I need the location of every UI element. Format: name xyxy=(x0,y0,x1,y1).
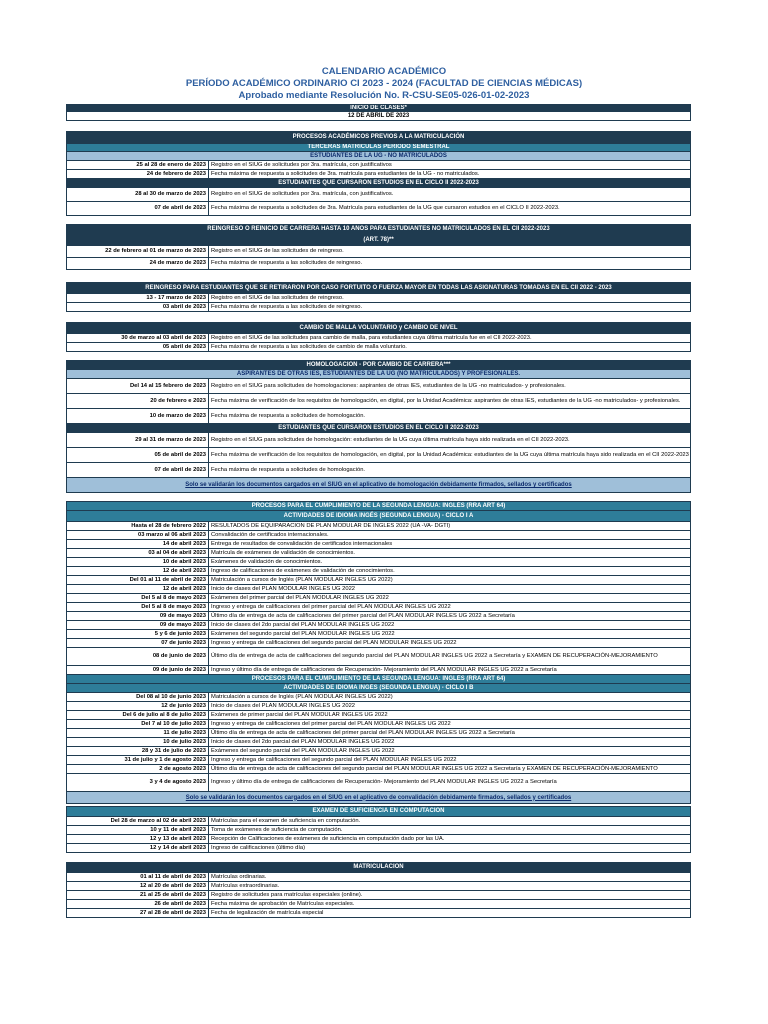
row-date: 12 y 14 de abril 2023 xyxy=(67,844,209,852)
row-activity: Fecha máxima de respuesta a las solicitudes de reingreso. xyxy=(211,303,363,310)
section-gap xyxy=(66,493,691,501)
row-date: 2 de agosto 2023 xyxy=(67,765,209,773)
table-row xyxy=(66,202,691,216)
section-header-text: PROCESOS PARA EL CUMPLIMIENTO DE LA SEGUNDA LENGUA: INGLÉS (RRA ART 64) xyxy=(251,502,506,509)
table-row xyxy=(66,567,691,576)
table-row xyxy=(66,747,691,756)
row-date: 12 y 13 de abril 2023 xyxy=(67,835,209,843)
row-date: 28 y 31 de julio de 2023 xyxy=(67,747,209,755)
table-row xyxy=(66,585,691,594)
row-activity: Exámenes del segundo parcial del PLAN MODULAR INGLES UG 2022 xyxy=(211,630,395,637)
table-row xyxy=(66,765,691,774)
row-date: 03 abril de 2023 xyxy=(67,303,209,311)
document-subtitle: PERÍODO ACADÉMICO ORDINARIO CI 2023 - 2024 (FACULTAD DE CIENCIAS MÉDICAS) xyxy=(185,78,583,89)
row-activity: Ingreso y entrega de calificaciones del segundo parcial del PLAN MODULAR INGLES UG 2022 xyxy=(211,756,457,763)
row-activity: Matriculación a cursos de Inglés (PLAN MODULAR INGLES UG 2022) xyxy=(211,693,393,700)
section-header xyxy=(66,144,691,152)
inicio-date xyxy=(66,112,691,121)
table-row xyxy=(66,394,691,409)
table-row xyxy=(66,409,691,424)
table-row xyxy=(66,835,691,844)
row-activity: Último día de entrega de acta de calificaciones del segundo parcial del PLAN MODULAR INGLES UG 2022 a Secretaría y EXAMEN DE RECUPERACIÓN-MEJORAMIENTO xyxy=(211,765,658,772)
row-date: 11 de julio 2023 xyxy=(67,729,209,737)
row-date: 10 de abril 2023 xyxy=(67,558,209,566)
row-date: 10 de julio 2023 xyxy=(67,738,209,746)
table-row xyxy=(66,540,691,549)
section-header xyxy=(66,370,691,379)
row-date: Del 5 al 8 de mayo 2023 xyxy=(67,603,209,611)
section-header-text: INICIO DE CLASES* xyxy=(350,104,407,111)
row-date: 12 de abril 2023 xyxy=(67,585,209,593)
row-activity: Exámenes de primer parcial del PLAN MODULAR INGLES UG 2022 xyxy=(211,711,388,718)
row-activity: Inicio de clases del PLAN MODULAR INGLES UG 2022 xyxy=(211,585,356,592)
row-date: 12 de abril 2023 xyxy=(67,567,209,575)
row-date: Del 28 de marzo al 02 de abril 2023 xyxy=(67,817,209,825)
table-row xyxy=(66,844,691,853)
table-row xyxy=(66,648,691,666)
row-activity: Ingreso y entrega de calificaciones del primer parcial del PLAN MODULAR INGLES UG 2022 xyxy=(211,720,451,727)
table-row xyxy=(66,891,691,900)
table-row xyxy=(66,334,691,343)
section-title-matriculacion xyxy=(66,862,691,873)
row-activity: Fecha máxima de respuesta a solicitudes de homologación. xyxy=(211,412,366,419)
section-header-text: ACTIVIDADES DE IDIOMA INGÉS (SEGUNDA LENGUA) - CICLO I B xyxy=(283,684,474,691)
row-activity: Registro en el SIUG de las solicitudes de reingreso. xyxy=(211,248,344,255)
table-row xyxy=(66,246,691,258)
section-header-text: PROCESOS ACADÉMICOS PREVIOS A LA MATRICULACIÓN xyxy=(292,134,465,140)
table-row xyxy=(66,448,691,463)
section-gap xyxy=(66,352,691,360)
section-header-text: ESTUDIANTES QUE CURSARON ESTUDIOS EN EL CICLO II 2022-2023 xyxy=(278,179,479,186)
row-activity: Fecha máxima de verificación de los requisitos de homologación, en digital, por la Unidad Académica: estudiantes de la UG cuya última matrícula haya sido realizada en el CII 2022-2023 xyxy=(211,451,689,458)
table-row xyxy=(66,900,691,909)
row-activity: Registro de solicitudes para matrículas especiales (online). xyxy=(211,891,363,898)
document-title: CALENDARIO ACADÉMICO xyxy=(321,66,447,77)
row-date: 14 de abril 2023 xyxy=(67,540,209,548)
row-activity: Fecha de legalización de matrícula especial xyxy=(211,909,324,916)
row-date: 10 y 11 de abril 2023 xyxy=(67,826,209,834)
row-date: 07 de junio 2023 xyxy=(67,639,209,647)
section-title-ingles xyxy=(66,501,691,511)
row-activity: Registro en el SIUG de las solicitudes para cambio de malla, para estudiantes cuya última matrícula fue en el CII 2022-2023. xyxy=(211,334,532,341)
validation-note xyxy=(66,792,691,804)
section-header-text: 12 DE ABRIL DE 2023 xyxy=(347,112,410,119)
section-gap xyxy=(66,312,691,322)
row-activity: Ingreso y último día de entrega de calificaciones de Recuperación- Mejoramiento del PLAN MODULAR INGLES UG 2022 a Secretaría xyxy=(211,666,557,673)
row-date: Del 01 al 11 de abril de 2023 xyxy=(67,576,209,584)
table-row xyxy=(66,303,691,312)
row-activity: Entrega de resultados de convalidación de certificados internacionales xyxy=(211,540,393,547)
row-activity: Registro en el SIUG para solicitudes de homologaciones: aspirantes de otras IES, estudiantes de la UG -no matriculados- y profesionales. xyxy=(211,382,566,389)
row-date: 5 y 6 de junio 2023 xyxy=(67,630,209,638)
row-activity: Ingreso y entrega de calificaciones del primer parcial del PLAN MODULAR INGLES UG 2022 xyxy=(211,603,451,610)
table-row xyxy=(66,882,691,891)
section-header-text: ACTIVIDADES DE IDIOMA INGÉS (SEGUNDA LENGUA) - CICLO I A xyxy=(283,512,474,519)
table-row xyxy=(66,549,691,558)
section-header xyxy=(66,511,691,522)
row-date: 10 de marzo de 2023 xyxy=(67,409,209,423)
row-date: Del 6 de julio al 8 de julio 2023 xyxy=(67,711,209,719)
section-header xyxy=(66,424,691,433)
table-row xyxy=(66,531,691,540)
row-activity: Fecha máxima de respuesta a las solicitudes de reingreso. xyxy=(211,260,363,267)
table-row xyxy=(66,817,691,826)
row-date: 01 al 11 de abril de 2023 xyxy=(67,873,209,881)
row-date: 31 de julio y 1 de agosto 2023 xyxy=(67,756,209,764)
section-gap xyxy=(66,121,691,131)
section-header-text: REINGRESO O REINICIO DE CARRERA HASTA 10 AÑOS PARA ESTUDIANTES NO MATRICULADOS EN EL CII 2022-2023 xyxy=(207,226,550,232)
row-activity: Ingreso de calificaciones (último día) xyxy=(211,844,306,851)
row-activity: Fecha máxima de respuesta a solicitudes de homologación. xyxy=(211,466,366,473)
row-date: Del 7 al 10 de julio 2023 xyxy=(67,720,209,728)
row-activity: Registro en el SIUG de solicitudes por 3ra. matrícula, con justificativos xyxy=(211,161,392,168)
section-header-text: HOMOLOGACIÓN - POR CAMBIO DE CARRERA*** xyxy=(306,361,451,368)
calendar-table xyxy=(66,104,691,918)
row-date: 09 de mayo 2023 xyxy=(67,612,209,620)
row-activity: Matrículas para el examen de suficiencia en computación. xyxy=(211,817,361,824)
section-header-text: ASPIRANTES DE OTRAS IES, ESTUDIANTES DE LA UG (NO MATRICULADOS) Y PROFESIONALES. xyxy=(236,370,521,377)
row-activity: Inicio de clases del 2do parcial del PLAN MODULAR INGLES UG 2022 xyxy=(211,621,395,628)
resolution-line: Aprobado mediante Resolución No. R-CSU-SE05-026-01-02-2023 xyxy=(238,90,530,101)
row-date: 12 al 20 de abril de 2023 xyxy=(67,882,209,890)
section-gap xyxy=(66,270,691,282)
table-row xyxy=(66,693,691,702)
table-row xyxy=(66,433,691,448)
table-row xyxy=(66,756,691,765)
row-date: 28 al 30 de marzo de 2023 xyxy=(67,188,209,201)
row-activity: Último día de entrega de acta de calificaciones del segundo parcial del PLAN MODULAR INGLES UG 2022 a Secretaría y EXAMEN DE RECUPERACIÓN-MEJORAMIENTO xyxy=(211,653,658,660)
row-date: Hasta el 28 de febrero 2022 xyxy=(67,522,209,530)
table-row xyxy=(66,873,691,882)
row-activity: Último día de entrega de acta de calificaciones del primer parcial del PLAN MODULAR INGLES UG 2022 a Secretaría xyxy=(211,729,515,736)
row-activity: Fecha máxima de aprobación de Matrículas especiales. xyxy=(211,900,355,907)
table-row xyxy=(66,522,691,531)
document-header xyxy=(0,66,768,102)
row-activity: Fecha máxima de verificación de los requisitos de homologación, en digital, por la Unidad Académica: aspirantes de otras IES, estudiantes de la UG -no matriculados- y profesionales. xyxy=(211,397,681,404)
row-date: 24 de marzo de 2023 xyxy=(67,258,209,269)
section-header xyxy=(66,675,691,684)
row-activity: Fecha máxima de respuesta a solicitudes de 3ra. matrícula para estudiantes de la UG - no matriculados. xyxy=(211,170,480,177)
table-row xyxy=(66,639,691,648)
section-title-homologacion xyxy=(66,360,691,370)
table-row xyxy=(66,612,691,621)
row-activity: Matriculación a cursos de Inglés (PLAN MODULAR INGLES UG 2022) xyxy=(211,576,393,583)
validation-note xyxy=(66,478,691,493)
row-date: 22 de febrero al 01 de marzo de 2023 xyxy=(67,246,209,257)
row-date: 07 de abril de 2023 xyxy=(67,202,209,215)
table-row xyxy=(66,666,691,675)
table-row xyxy=(66,463,691,478)
section-header xyxy=(66,684,691,693)
row-date: 3 y 4 de agosto 2023 xyxy=(67,774,209,791)
table-row xyxy=(66,161,691,170)
inicio-label xyxy=(66,104,691,112)
row-activity: Matrícula de exámenes de validación de conocimientos. xyxy=(211,549,356,556)
section-header-text: TERCERAS MATRÍCULAS PERÍODO SEMESTRAL xyxy=(307,144,450,150)
row-activity: Inicio de clases del 2do parcial del PLAN MODULAR INGLES UG 2022 xyxy=(211,738,395,745)
section-title-malla xyxy=(66,322,691,334)
row-activity: RESULTADOS DE EQUIPARACION DE PLAN MODULAR DE INGLES 2022 (UA -VA- DGTI) xyxy=(211,522,451,529)
row-date: 20 de febrero e 2023 xyxy=(67,394,209,408)
row-activity: Registro en el SIUG de solicitudes por 3ra. matrícula, con justificativos. xyxy=(211,191,394,198)
table-row xyxy=(66,343,691,352)
row-activity: Toma de exámenes de suficiencia de computación. xyxy=(211,826,343,833)
row-activity: Matrículas ordinarias. xyxy=(211,873,267,880)
row-date: 12 de junio 2023 xyxy=(67,702,209,710)
table-row xyxy=(66,379,691,394)
table-row xyxy=(66,603,691,612)
row-date: Del 08 al 10 de junio 2023 xyxy=(67,693,209,701)
table-row xyxy=(66,258,691,270)
row-date: 30 de marzo al 03 abril de 2023 xyxy=(67,334,209,342)
table-row xyxy=(66,594,691,603)
row-date: 05 de abril de 2023 xyxy=(67,448,209,462)
row-activity: Convalidación de certificados internacionales. xyxy=(211,531,329,538)
table-row xyxy=(66,729,691,738)
table-row xyxy=(66,170,691,179)
section-header xyxy=(66,152,691,161)
row-activity: Recepción de Calificaciones de exámenes de suficiencia en computación dado por las UA. xyxy=(211,835,445,842)
row-activity: Último día de entrega de acta de calificaciones del primer parcial del PLAN MODULAR INGLES UG 2022 a Secretaría xyxy=(211,612,515,619)
section-header-text: CAMBIO DE MALLA VOLUNTARIO y CAMBIO DE NIVEL xyxy=(299,324,458,331)
table-row xyxy=(66,826,691,835)
row-activity: Ingreso y último día de entrega de calificaciones de Recuperación- Mejoramiento del PLAN MODULAR INGLES UG 2022 a Secretaría xyxy=(211,779,557,786)
table-row xyxy=(66,621,691,630)
table-row xyxy=(66,188,691,202)
table-row xyxy=(66,711,691,720)
table-row xyxy=(66,774,691,792)
row-date: 03 marzo al 06 abril 2023 xyxy=(67,531,209,539)
section-title-procesos xyxy=(66,131,691,144)
row-activity: Registro en el SIUG de las solicitudes de reingreso. xyxy=(211,294,344,301)
row-date: 08 de junio de 2023 xyxy=(67,648,209,665)
row-activity: Registro en el SIUG para solicitudes de homologación: estudiantes de la UG cuya última matrícula haya sido realizada en el CII 2022-2023. xyxy=(211,436,570,443)
section-title-fortuito xyxy=(66,282,691,294)
section-header-text: EXAMEN DE SUFICIENCIA EN COMPUTACIÓN xyxy=(312,808,445,814)
row-activity: Ingreso y entrega de calificaciones del segundo parcial del PLAN MODULAR INGLES UG 2022 xyxy=(211,639,457,646)
row-date: 25 al 28 de enero de 2023 xyxy=(67,161,209,169)
section-header-text: REINGRESO PARA ESTUDIANTES QUE SE RETIRARON POR CASO FORTUITO O FUERZA MAYOR EN TODAS LAS ASIGNATURAS TOMADAS EN EL CII 2022 - 2023 xyxy=(145,284,612,291)
row-date: 09 de junio de 2023 xyxy=(67,666,209,674)
section-header-text: MATRICULACIÓN xyxy=(353,864,404,870)
section-header-text: ESTUDIANTES QUE CURSARON ESTUDIOS EN EL CICLO II 2022-2023 xyxy=(278,424,479,431)
section-header-text: Solo se validarán los documentos cargados en el SIUG en el aplicativo de homologación debidamente firmados, sellados y certificados xyxy=(185,482,572,488)
section-header-text: ESTUDIANTES DE LA UG - NO MATRICULADOS xyxy=(310,152,447,159)
row-activity: Matrículas extraordinarias. xyxy=(211,882,280,889)
table-row xyxy=(66,558,691,567)
table-row xyxy=(66,720,691,729)
table-row xyxy=(66,576,691,585)
section-header-text: Solo se validarán los documentos cargados en el SIUG en el aplicativo de convalidación debidamente firmados, sellados y certificados xyxy=(185,794,572,801)
row-date: 26 de abril de 2023 xyxy=(67,900,209,908)
row-date: 13 - 17 marzo de 2023 xyxy=(67,294,209,302)
row-date: Del 5 al 8 de mayo 2023 xyxy=(67,594,209,602)
section-header xyxy=(66,179,691,188)
row-date: 24 de febrero de 2023 xyxy=(67,170,209,178)
table-row xyxy=(66,702,691,711)
row-date: 07 de abril de 2023 xyxy=(67,463,209,477)
section-gap xyxy=(66,216,691,224)
row-date: 05 abril de 2023 xyxy=(67,343,209,351)
row-activity: Exámenes del primer parcial del PLAN MODULAR INGLES UG 2022 xyxy=(211,594,389,601)
row-activity: Inicio de clases del PLAN MODULAR INGLES UG 2022 xyxy=(211,702,356,709)
row-date: 21 al 25 de abril de 2023 xyxy=(67,891,209,899)
section-header xyxy=(66,235,691,246)
table-row xyxy=(66,909,691,918)
row-date: 27 al 28 de abril de 2023 xyxy=(67,909,209,917)
row-activity: Exámenes del segundo parcial del PLAN MODULAR INGLES UG 2022 xyxy=(211,747,395,754)
table-row xyxy=(66,294,691,303)
section-gap xyxy=(66,853,691,862)
row-date: 09 de mayo 2023 xyxy=(67,621,209,629)
section-header-text: PROCESOS PARA EL CUMPLIMIENTO DE LA SEGUNDA LENGUA: INGLÉS (RRA ART 64) xyxy=(251,675,506,682)
row-activity: Exámenes de validación de conocimientos. xyxy=(211,558,323,565)
section-title-reingreso xyxy=(66,224,691,235)
row-date: 29 al 31 de marzo de 2023 xyxy=(67,433,209,447)
row-date: 03 al 04 de abril 2023 xyxy=(67,549,209,557)
section-title-computacion xyxy=(66,806,691,817)
row-activity: Ingreso de calificaciones de exámenes de validación de conocimientos. xyxy=(211,567,395,574)
table-row xyxy=(66,738,691,747)
row-activity: Fecha máxima de respuesta a solicitudes de 3ra. Matrícula para estudiantes de la UG que cursaron estudios en el CICLO II 2022-2023. xyxy=(211,205,560,212)
row-activity: Fecha máxima de respuesta a las solicitudes de cambio de malla voluntario. xyxy=(211,343,407,350)
row-date: Del 14 al 15 febrero de 2023 xyxy=(67,379,209,393)
table-row xyxy=(66,630,691,639)
section-header-text: (ART. 78)** xyxy=(363,236,394,243)
